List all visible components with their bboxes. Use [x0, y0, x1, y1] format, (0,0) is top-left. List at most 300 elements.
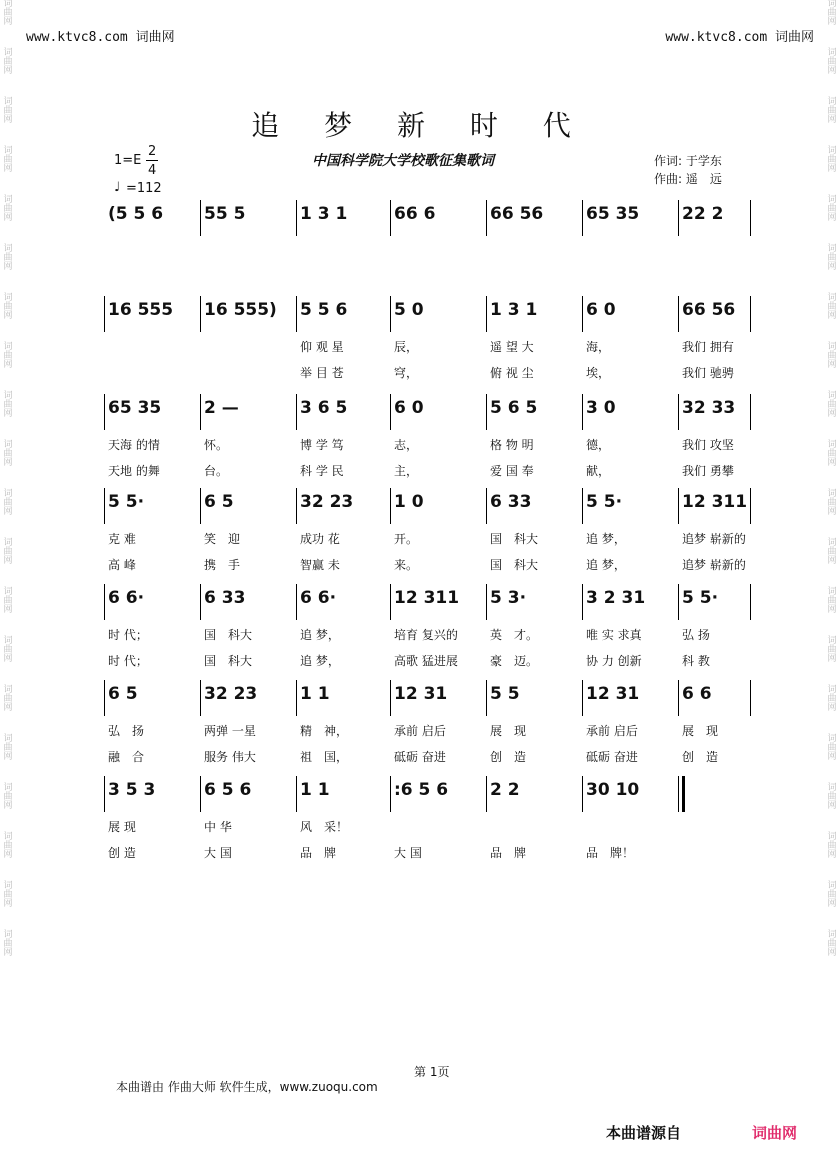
watermark-char: 网 — [3, 850, 13, 860]
watermark-char: 曲 — [827, 890, 837, 900]
lyric-text: 穹， — [394, 366, 419, 380]
watermark-group — [2, 147, 14, 174]
watermark-char: 词 — [827, 0, 837, 9]
measure-notes: 5 5· — [108, 492, 145, 512]
key-signature: 1=E — [114, 153, 142, 168]
lyric-text: 国 科大 — [490, 558, 539, 572]
watermark-group — [2, 245, 14, 272]
bar-line — [296, 680, 297, 716]
lyric-text: 志， — [394, 438, 419, 452]
watermark-char: 网 — [827, 801, 837, 811]
watermark-char: 曲 — [827, 8, 837, 18]
watermark-char: 网 — [3, 262, 13, 272]
measure-notes: 5 5 6 — [300, 300, 348, 320]
watermark-group — [2, 784, 14, 811]
lyric-text: 豪 迈。 — [490, 654, 539, 668]
lyric-text: 台。 — [204, 464, 229, 478]
page-number: 第 1页 — [414, 1065, 450, 1079]
watermark-group — [2, 735, 14, 762]
watermark-char: 网 — [827, 752, 837, 762]
source-site-link[interactable]: 词曲网 — [752, 1124, 798, 1142]
watermark-group — [2, 931, 14, 958]
lyric-text: 追 梦， — [300, 654, 340, 668]
watermark-char: 词 — [3, 734, 13, 744]
watermark-group — [2, 343, 14, 370]
measure-notes: 5 3· — [490, 588, 527, 608]
watermark-char: 曲 — [827, 498, 837, 508]
watermark-char: 网 — [3, 409, 13, 419]
measure-notes: 6 5 — [108, 684, 138, 704]
watermark-char: 网 — [3, 752, 13, 762]
lyric-text: 大 国 — [394, 846, 422, 860]
watermark-char: 曲 — [3, 302, 13, 312]
measure-notes: 66 56 — [490, 204, 544, 224]
measure-notes: 5 5· — [682, 588, 719, 608]
lyric-text: 时 代； — [108, 654, 148, 668]
lyric-text: 主， — [394, 464, 419, 478]
watermark-char: 曲 — [827, 547, 837, 557]
bar-line — [750, 200, 751, 236]
watermark-group — [2, 490, 14, 517]
lyric-text: 笑 迎 — [204, 532, 241, 546]
bar-line — [390, 680, 391, 716]
lyric-text: 我们 驰骋 — [682, 366, 734, 380]
lyric-text: 精 神， — [300, 724, 349, 738]
watermark-char: 网 — [827, 899, 837, 909]
bar-line — [104, 680, 105, 716]
watermark-char: 词 — [3, 195, 13, 205]
watermark-char: 词 — [827, 538, 837, 548]
bar-line — [582, 776, 583, 812]
lyric-text: 智赢 未 — [300, 558, 340, 572]
measure-notes: (5 5 6 — [108, 204, 164, 224]
watermark-char: 曲 — [827, 302, 837, 312]
measure-notes: 1 3 1 — [300, 204, 348, 224]
watermark-char: 词 — [827, 440, 837, 450]
watermark-group — [826, 343, 838, 370]
watermark-char: 词 — [3, 489, 13, 499]
watermark-char: 词 — [827, 881, 837, 891]
measure-notes: 6 6 — [682, 684, 712, 704]
measure-notes: 1 1 — [300, 684, 330, 704]
watermark-char: 词 — [827, 97, 837, 107]
measure-notes: 6 0 — [586, 300, 616, 320]
watermark-group — [826, 686, 838, 713]
bar-line — [486, 776, 487, 812]
watermark-char: 网 — [827, 213, 837, 223]
measure-notes: 66 6 — [394, 204, 436, 224]
watermark-group — [826, 49, 838, 76]
watermark-char: 网 — [827, 654, 837, 664]
measure-notes: 6 5 — [204, 492, 234, 512]
lyric-text: 成功 花 — [300, 532, 340, 546]
watermark-char: 词 — [827, 195, 837, 205]
watermark-char: 曲 — [3, 841, 13, 851]
measure-notes: 12 311 — [682, 492, 748, 512]
lyric-text: 品 牌 — [300, 846, 337, 860]
lyric-text: 俯 视 尘 — [490, 366, 534, 380]
lyric-text: 弘 扬 — [108, 724, 145, 738]
bar-line — [582, 488, 583, 524]
source-label: 本曲谱源自 — [606, 1124, 682, 1142]
watermark-char: 曲 — [3, 596, 13, 606]
watermark-group — [2, 392, 14, 419]
watermark-char: 网 — [3, 801, 13, 811]
watermark-char: 曲 — [827, 155, 837, 165]
measure-notes: 32 23 — [204, 684, 258, 704]
lyric-text: 展 现 — [682, 724, 719, 738]
lyric-text: 创 造 — [108, 846, 136, 860]
watermark-char: 词 — [827, 783, 837, 793]
lyric-text: 格 物 明 — [490, 438, 534, 452]
lyric-text: 科 学 民 — [300, 464, 344, 478]
lyric-text: 辰， — [394, 340, 419, 354]
watermark-char: 词 — [3, 342, 13, 352]
watermark-char: 网 — [827, 703, 837, 713]
watermark-char: 网 — [3, 654, 13, 664]
measure-notes: 16 555) — [204, 300, 277, 320]
watermark-char: 网 — [827, 507, 837, 517]
watermark-group — [826, 294, 838, 321]
watermark-char: 词 — [827, 636, 837, 646]
bar-line — [486, 680, 487, 716]
lyric-text: 开。 — [394, 532, 419, 546]
measure-notes: 5 0 — [394, 300, 424, 320]
bar-line — [104, 584, 105, 620]
watermark-char: 网 — [3, 507, 13, 517]
lyric-text: 科 教 — [682, 654, 710, 668]
watermark-char: 词 — [827, 734, 837, 744]
bar-line — [296, 296, 297, 332]
measure-notes: 30 10 — [586, 780, 640, 800]
song-title: 追 梦 新 时 代 — [251, 109, 589, 142]
measure-notes: 2 — — [204, 398, 239, 418]
watermark-group — [826, 245, 838, 272]
watermark-char: 曲 — [827, 57, 837, 67]
bar-line — [678, 296, 679, 332]
measure-notes: 1 3 1 — [490, 300, 538, 320]
measure-notes: 12 31 — [394, 684, 448, 704]
watermark-char: 曲 — [3, 351, 13, 361]
bar-line — [296, 488, 297, 524]
watermark-char: 词 — [3, 97, 13, 107]
watermark-char: 词 — [3, 0, 13, 9]
watermark-group — [826, 931, 838, 958]
watermark-char: 曲 — [827, 351, 837, 361]
bar-line — [486, 584, 487, 620]
watermark-char: 曲 — [827, 204, 837, 214]
bar-line — [200, 296, 201, 332]
watermark-char: 词 — [827, 685, 837, 695]
measure-notes: 66 56 — [682, 300, 736, 320]
watermark-char: 词 — [3, 930, 13, 940]
tempo-marking: =112 — [126, 181, 162, 196]
lyric-text: 时 代； — [108, 628, 148, 642]
watermark-group — [826, 147, 838, 174]
watermark-char: 词 — [827, 244, 837, 254]
bar-line — [750, 680, 751, 716]
watermark-group — [2, 49, 14, 76]
lyric-text: 爱 国 奉 — [490, 464, 534, 478]
watermark-char: 词 — [3, 587, 13, 597]
watermark-char: 网 — [3, 556, 13, 566]
footer-note: 本曲谱由 作曲大师 软件生成，www.zuoqu.com — [116, 1080, 378, 1094]
watermark-char: 网 — [3, 703, 13, 713]
watermark-group — [826, 0, 838, 27]
measure-notes: 3 2 31 — [586, 588, 646, 608]
bar-line — [582, 584, 583, 620]
bar-line — [750, 584, 751, 620]
time-signature-top: 2 — [148, 144, 157, 159]
watermark-char: 网 — [827, 850, 837, 860]
lyric-text: 献， — [586, 464, 611, 478]
watermark-char: 词 — [827, 832, 837, 842]
watermark-char: 网 — [827, 605, 837, 615]
lyric-text: 天海 的情 — [108, 438, 160, 452]
lyric-text: 天地 的舞 — [108, 464, 160, 478]
measure-notes: 3 0 — [586, 398, 616, 418]
composer-credit: 作曲: 遥 远 — [654, 172, 722, 186]
watermark-char: 网 — [3, 311, 13, 321]
bar-line — [296, 584, 297, 620]
bar-line — [390, 776, 391, 812]
lyric-text: 砥砺 奋进 — [586, 750, 638, 764]
bar-line — [750, 488, 751, 524]
measure-notes: 65 35 — [586, 204, 640, 224]
watermark-group — [826, 196, 838, 223]
watermark-char: 曲 — [3, 743, 13, 753]
bar-line — [486, 200, 487, 236]
watermark-char: 词 — [827, 587, 837, 597]
measure-notes: 5 5· — [586, 492, 623, 512]
watermark-char: 词 — [827, 146, 837, 156]
lyric-text: 品 牌！ — [586, 846, 635, 860]
watermark-char: 词 — [3, 538, 13, 548]
watermark-group — [2, 539, 14, 566]
watermark-char: 词 — [827, 342, 837, 352]
watermark-char: 网 — [3, 213, 13, 223]
watermark-char: 曲 — [3, 155, 13, 165]
bar-line — [678, 776, 679, 812]
watermark-group — [2, 441, 14, 468]
lyric-text: 风 采！ — [300, 820, 349, 834]
watermark-char: 词 — [3, 244, 13, 254]
watermark-char: 词 — [3, 440, 13, 450]
lyric-text: 追梦 崭新的 — [682, 558, 746, 572]
lyric-text: 大 国 — [204, 846, 232, 860]
watermark-char: 曲 — [3, 645, 13, 655]
measure-notes: :6 5 6 — [394, 780, 449, 800]
watermark-group — [2, 294, 14, 321]
lyric-text: 承前 启后 — [586, 724, 638, 738]
lyric-text: 祖 国， — [300, 750, 349, 764]
watermark-char: 曲 — [3, 449, 13, 459]
lyric-text: 高歌 猛进展 — [394, 654, 458, 668]
bar-line — [200, 584, 201, 620]
watermark-char: 曲 — [827, 449, 837, 459]
measure-notes: 5 6 5 — [490, 398, 538, 418]
bar-line — [390, 584, 391, 620]
bar-line — [296, 776, 297, 812]
watermark-group — [826, 784, 838, 811]
watermark-group — [2, 833, 14, 860]
time-signature-bottom: 4 — [148, 163, 157, 178]
watermark-group — [826, 882, 838, 909]
watermark-char: 网 — [827, 948, 837, 958]
watermark-group — [2, 882, 14, 909]
lyric-text: 融 合 — [108, 750, 145, 764]
lyric-text: 承前 启后 — [394, 724, 446, 738]
watermark-group — [826, 735, 838, 762]
measure-notes: 65 35 — [108, 398, 162, 418]
watermark-char: 词 — [3, 48, 13, 58]
lyric-text: 品 牌 — [490, 846, 527, 860]
bar-line — [486, 488, 487, 524]
bar-line — [750, 394, 751, 430]
watermark-char: 词 — [827, 293, 837, 303]
lyric-text: 克 难 — [108, 532, 136, 546]
right-watermark-strip — [826, 0, 838, 1169]
bar-line — [678, 394, 679, 430]
lyricist-credit: 作词: 于学东 — [654, 154, 722, 168]
lyric-text: 举 目 苍 — [300, 366, 344, 380]
bar-line — [678, 488, 679, 524]
time-signature-divider — [146, 160, 158, 161]
watermark-char: 网 — [827, 556, 837, 566]
lyric-text: 两弹 一星 — [204, 724, 256, 738]
measure-notes: 1 0 — [394, 492, 424, 512]
lyric-text: 追梦 崭新的 — [682, 532, 746, 546]
lyric-text: 海， — [586, 340, 611, 354]
measure-notes: 12 311 — [394, 588, 460, 608]
measure-notes: 5 5 — [490, 684, 520, 704]
watermark-char: 曲 — [3, 57, 13, 67]
watermark-char: 曲 — [827, 596, 837, 606]
watermark-char: 曲 — [3, 253, 13, 263]
bar-line — [104, 488, 105, 524]
header-left-url: www.ktvc8.com 词曲网 — [26, 30, 175, 45]
bar-line — [390, 296, 391, 332]
watermark-group — [826, 392, 838, 419]
watermark-char: 网 — [3, 17, 13, 27]
watermark-char: 网 — [3, 605, 13, 615]
watermark-char: 网 — [827, 17, 837, 27]
measure-notes: 22 2 — [682, 204, 724, 224]
watermark-group — [826, 588, 838, 615]
lyric-text: 唯 实 求真 — [586, 628, 642, 642]
lyric-text: 培育 复兴的 — [394, 628, 458, 642]
quarter-note-icon: ♩ — [114, 180, 121, 195]
watermark-char: 曲 — [827, 694, 837, 704]
bar-line — [582, 680, 583, 716]
lyric-text: 来。 — [394, 558, 419, 572]
watermark-char: 网 — [3, 948, 13, 958]
final-bar-line — [682, 776, 685, 812]
watermark-char: 词 — [827, 930, 837, 940]
watermark-char: 词 — [3, 293, 13, 303]
lyric-text: 埃， — [586, 366, 611, 380]
watermark-char: 网 — [3, 115, 13, 125]
lyric-text: 携 手 — [204, 558, 241, 572]
lyric-text: 协 力 创新 — [586, 654, 642, 668]
watermark-char: 网 — [827, 458, 837, 468]
lyric-text: 追 梦， — [586, 532, 626, 546]
watermark-char: 词 — [3, 783, 13, 793]
watermark-group — [2, 196, 14, 223]
watermark-char: 词 — [3, 881, 13, 891]
lyric-text: 展 现 — [108, 820, 136, 834]
watermark-char: 词 — [3, 636, 13, 646]
measure-notes: 55 5 — [204, 204, 246, 224]
lyric-text: 怀。 — [204, 438, 229, 452]
bar-line — [296, 394, 297, 430]
watermark-char: 网 — [3, 458, 13, 468]
watermark-group — [826, 833, 838, 860]
bar-line — [678, 680, 679, 716]
lyric-text: 我们 攻坚 — [682, 438, 734, 452]
bar-line — [296, 200, 297, 236]
watermark-char: 曲 — [827, 792, 837, 802]
watermark-group — [826, 490, 838, 517]
bar-line — [582, 296, 583, 332]
watermark-char: 曲 — [827, 939, 837, 949]
watermark-char: 曲 — [3, 792, 13, 802]
watermark-char: 词 — [3, 685, 13, 695]
measure-notes: 6 6· — [300, 588, 337, 608]
watermark-char: 网 — [827, 311, 837, 321]
watermark-char: 曲 — [827, 743, 837, 753]
measure-notes: 16 555 — [108, 300, 174, 320]
lyric-text: 服务 伟大 — [204, 750, 256, 764]
watermark-char: 网 — [827, 164, 837, 174]
bar-line — [200, 680, 201, 716]
lyric-text: 弘 扬 — [682, 628, 710, 642]
watermark-group — [2, 0, 14, 27]
bar-line — [486, 394, 487, 430]
lyric-text: 我们 勇攀 — [682, 464, 734, 478]
watermark-char: 词 — [3, 832, 13, 842]
measure-notes: 3 6 5 — [300, 398, 348, 418]
watermark-char: 曲 — [3, 204, 13, 214]
bar-line — [678, 200, 679, 236]
lyric-text: 创 造 — [490, 750, 527, 764]
lyric-text: 追 梦， — [586, 558, 626, 572]
watermark-char: 词 — [827, 48, 837, 58]
lyric-text: 展 现 — [490, 724, 527, 738]
bar-line — [486, 296, 487, 332]
song-subtitle: 中国科学院大学校歌征集歌词 — [312, 153, 494, 169]
measure-notes: 32 33 — [682, 398, 736, 418]
bar-line — [200, 776, 201, 812]
watermark-group — [826, 441, 838, 468]
bar-line — [390, 394, 391, 430]
bar-line — [678, 584, 679, 620]
watermark-group — [2, 637, 14, 664]
watermark-char: 词 — [827, 391, 837, 401]
watermark-char: 曲 — [3, 547, 13, 557]
watermark-char: 网 — [3, 66, 13, 76]
lyric-text: 国 科大 — [204, 654, 253, 668]
watermark-char: 网 — [3, 899, 13, 909]
lyric-text: 创 造 — [682, 750, 719, 764]
watermark-char: 网 — [827, 409, 837, 419]
lyric-text: 我们 拥有 — [682, 340, 734, 354]
bar-line — [200, 200, 201, 236]
lyric-text: 高 峰 — [108, 558, 136, 572]
watermark-char: 曲 — [827, 106, 837, 116]
lyric-text: 国 科大 — [490, 532, 539, 546]
bar-line — [200, 394, 201, 430]
